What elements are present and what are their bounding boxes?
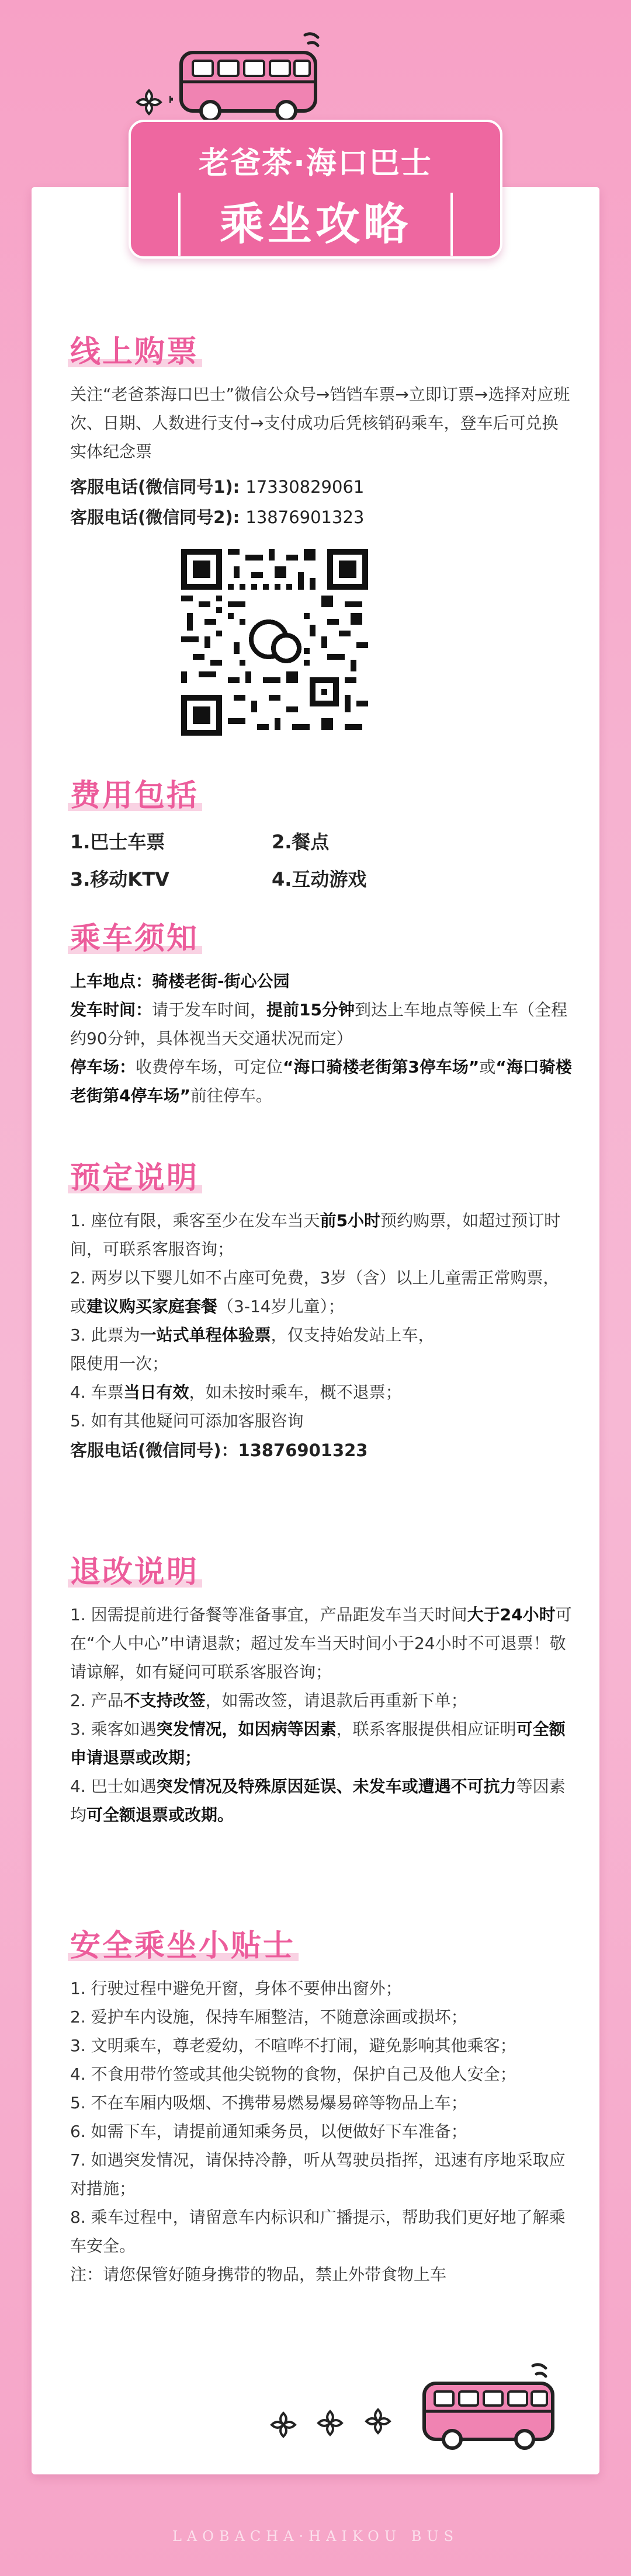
section-safety-tips	[70, 1921, 573, 2289]
section-fees	[70, 771, 573, 892]
booking-rule-1: 1. 座位有限，乘客至少在发车当天前5小时预约购票，如超过预订时间，可联系客服咨询；	[70, 1211, 561, 1259]
booking-rule-2: 2. 两岁以下婴儿如不占座可免费，3岁（含）以上儿童需正常购票，或建议购买家庭套餐（3-14岁儿童）；	[70, 1268, 560, 1316]
parking-info: 停车场：收费停车场，可定位“海口骑楼老街第3停车场”或“海口骑楼老街第4停车场”前往停车。	[70, 1057, 572, 1105]
ticket-instructions: 关注“老爸茶海口巴士”微信公众号→铛铛车票→立即订票→选择对应班次、日期、人数进行支付→支付成功后凭核销码乘车，登车后可兑换实体纪念票	[70, 385, 570, 461]
section-title: 安全乘坐小贴士	[70, 1921, 295, 1965]
fee-item: 4.互动游戏	[272, 868, 367, 890]
header-card	[129, 120, 502, 259]
section-online-ticket	[70, 327, 573, 532]
clover-icon	[269, 2410, 298, 2439]
safety-tip: 4. 不食用带竹签或其他尖锐物的食物，保护自己及他人安全；	[70, 2065, 516, 2084]
footer-brand: LAOBACHA·HAIKOU BUS	[172, 2528, 459, 2544]
double-decker-bus-icon	[418, 2358, 570, 2457]
safety-note: 注：请您保管好随身携带的物品，禁止外带食物上车	[70, 2265, 447, 2284]
refund-rule-2: 2. 产品不支持改签，如需改签，请退款后再重新下单；	[70, 1691, 467, 1710]
safety-tip: 2. 爱护车内设施，保持车厢整洁，不随意涂画或损坏；	[70, 2007, 467, 2027]
double-decker-bus-icon	[169, 23, 345, 128]
content-card	[32, 187, 599, 2474]
contact-phone-2: 客服电话(微信同号2): 13876901323	[70, 507, 365, 527]
section-title: 乘车须知	[70, 914, 199, 958]
section-title: 线上购票	[70, 327, 199, 371]
refund-rule-4: 4. 巴士如遇突发情况及特殊原因延误、未发车或遭遇不可抗力等因素均可全额退票或改期。	[70, 1777, 566, 1825]
refund-rule-1: 1. 因需提前进行备餐等准备事宜，产品距发车当天时间大于24小时可在“个人中心”申请退款；超过发车当天时间小于24小时不可退票！敬请谅解，如有疑问可联系客服咨询；	[70, 1605, 572, 1682]
contact-phone-1: 客服电话(微信同号1): 17330829061	[70, 477, 365, 497]
clover-icon	[316, 2408, 345, 2438]
section-title: 费用包括	[70, 771, 199, 814]
booking-rule-5: 5. 如有其他疑问可添加客服咨询	[70, 1411, 304, 1430]
refund-rule-3: 3. 乘客如遇突发情况，如因病等因素，联系客服提供相应证明可全额申请退票或改期；	[70, 1719, 566, 1767]
page-title: 乘坐攻略	[178, 193, 453, 256]
safety-tip: 6. 如需下车，请提前通知乘务员，以便做好下车准备；	[70, 2122, 467, 2141]
section-refund	[70, 1547, 573, 1829]
boarding-location: 上车地点：骑楼老街-街心公园	[70, 972, 290, 991]
safety-tip: 3. 文明乘车，尊老爱幼，不喧哗不打闹，避免影响其他乘客；	[70, 2036, 516, 2055]
section-boarding-notice	[70, 914, 573, 1110]
safety-tip: 1. 行驶过程中避免开窗，身体不要伸出窗外；	[70, 1979, 402, 1998]
section-title: 退改说明	[70, 1547, 199, 1591]
fee-item: 1.巴士车票	[70, 831, 165, 853]
fee-items	[70, 827, 573, 892]
booking-rule-3: 3. 此票为一站式单程体验票，仅支持始发站上车， 限使用一次；	[70, 1325, 435, 1373]
safety-tip: 8. 乘车过程中，请留意车内标识和广播提示，帮助我们更好地了解乘车安全。	[70, 2208, 566, 2255]
section-booking	[70, 1153, 573, 1465]
qr-code[interactable]	[181, 549, 368, 736]
header-subtitle: 老爸茶·海口巴士	[199, 146, 432, 181]
safety-tip: 7. 如遇突发情况，请保持冷静，听从驾驶员指挥，迅速有序地采取应对措施；	[70, 2150, 566, 2198]
departure-time: 发车时间：请于发车时间，提前15分钟到达上车地点等候上车（全程约90分钟，具体视当天交通状况而定）	[70, 1000, 568, 1048]
fee-item: 3.移动KTV	[70, 868, 169, 890]
fee-item: 2.餐点	[272, 831, 330, 853]
clover-icon	[134, 88, 164, 117]
clover-icon	[363, 2407, 393, 2436]
booking-rule-4: 4. 车票当日有效，如未按时乘车，概不退票；	[70, 1383, 402, 1402]
section-title: 预定说明	[70, 1153, 199, 1197]
safety-tip: 5. 不在车厢内吸烟、不携带易燃易爆易碎等物品上车；	[70, 2093, 467, 2112]
booking-contact: 客服电话(微信同号)：13876901323	[70, 1440, 368, 1460]
